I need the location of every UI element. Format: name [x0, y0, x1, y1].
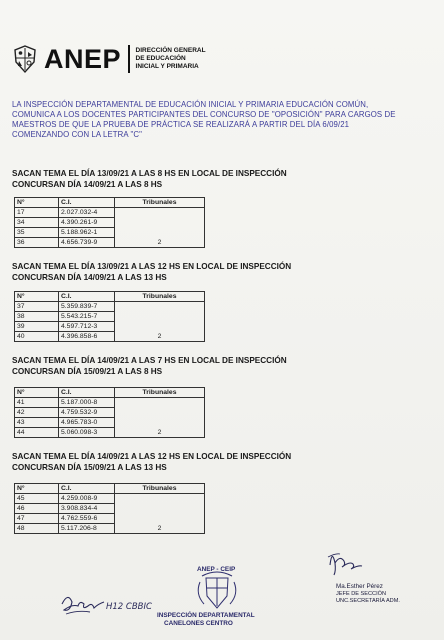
- header-tribunales: Tribunales: [115, 198, 205, 208]
- org-line: DIRECCIÓN GENERAL: [135, 47, 206, 54]
- header-num: N°: [15, 388, 59, 398]
- header-num: N°: [15, 198, 59, 208]
- header-num: N°: [15, 484, 59, 494]
- section-topic-line: SACAN TEMA EL DÍA 14/09/21 A LAS 7 HS EN LOCAL DE INSPECCIÓN: [12, 356, 287, 365]
- intro-line: MAESTROS DE QUE LA PRUEBA DE PRÁCTICA SE REALIZARÁ A PARTIR DEL DÍA 6/09/21: [12, 120, 350, 129]
- cell-ci: 5.060.098-3: [59, 428, 115, 438]
- cell-num: 41: [15, 398, 59, 408]
- org-name: [136, 47, 206, 71]
- section-contest-line: CONCURSAN DÍA 15/09/21 A LAS 8 HS: [12, 367, 163, 376]
- candidates-table-2: [14, 291, 205, 342]
- cell-ci: 5.188.962-1: [59, 228, 115, 238]
- cell-num: 47: [15, 514, 59, 524]
- cell-ci: 4.656.739-9: [59, 238, 115, 248]
- table-header-row: [15, 292, 205, 302]
- signer-role: [336, 591, 400, 604]
- cell-num: 43: [15, 418, 59, 428]
- cell-num: 39: [15, 322, 59, 332]
- handwritten-note: H12 CBBIC: [106, 602, 152, 612]
- cell-num: 46: [15, 504, 59, 514]
- cell-tribunal: 2: [115, 494, 205, 534]
- table-header-row: [15, 198, 205, 208]
- org-line: DE EDUCACIÓN: [135, 55, 186, 62]
- cell-ci: 4.390.261-9: [59, 218, 115, 228]
- coat-of-arms-icon: [12, 44, 38, 74]
- header-num: N°: [15, 292, 59, 302]
- cell-num: 37: [15, 302, 59, 312]
- header-ci: C.I.: [59, 388, 115, 398]
- candidates-table-3: [14, 387, 205, 438]
- stamp-line: CANELONES CENTRO: [164, 620, 233, 627]
- anep-logo: [12, 44, 206, 74]
- cell-ci: 5.187.000-8: [59, 398, 115, 408]
- table-header-row: [15, 484, 205, 494]
- section-heading: [12, 168, 432, 190]
- intro-line: LA INSPECCIÓN DEPARTAMENTAL DE EDUCACIÓN INICIAL Y PRIMARIA EDUCACIÓN COMÚN,: [12, 100, 369, 109]
- schedule-section-3: [12, 355, 432, 377]
- cell-ci: 4.762.559-6: [59, 514, 115, 524]
- schedule-section-2: [12, 261, 432, 283]
- handwritten-signature-right: [326, 545, 366, 579]
- header-ci: C.I.: [59, 484, 115, 494]
- logo-divider: [128, 45, 130, 73]
- handwritten-signature-left: [58, 590, 108, 620]
- candidates-table-1: [14, 197, 205, 248]
- cell-ci: 4.396.858-6: [59, 332, 115, 342]
- cell-ci: 2.027.032-4: [59, 208, 115, 218]
- section-heading: [12, 355, 432, 377]
- stamp-title: ANEP - CEIP: [197, 566, 236, 573]
- org-line: INICIAL Y PRIMARIA: [135, 63, 199, 70]
- signer-name: Ma.Esther Pérez: [336, 583, 383, 590]
- table-row: [15, 494, 205, 504]
- cell-num: 42: [15, 408, 59, 418]
- section-contest-line: CONCURSAN DÍA 14/09/21 A LAS 13 HS: [12, 273, 167, 282]
- section-contest-line: CONCURSAN DÍA 15/09/21 A LAS 13 HS: [12, 463, 167, 472]
- section-topic-line: SACAN TEMA EL DÍA 14/09/21 A LAS 12 HS EN LOCAL DE INSPECCIÓN: [12, 452, 292, 461]
- intro-line: COMENZANDO CON LA LETRA "C": [12, 130, 142, 139]
- cell-num: 40: [15, 332, 59, 342]
- schedule-section-1: [12, 168, 432, 190]
- header-ci: C.I.: [59, 198, 115, 208]
- table-row: [15, 302, 205, 312]
- cell-ci: 5.117.206-8: [59, 524, 115, 534]
- cell-num: 35: [15, 228, 59, 238]
- signature-block-right: [326, 545, 400, 604]
- stamp-line: INSPECCIÓN DEPARTAMENTAL: [157, 612, 255, 619]
- cell-num: 36: [15, 238, 59, 248]
- candidates-table-4: [14, 483, 205, 534]
- intro-line: COMUNICA A LOS DOCENTES PARTICIPANTES DEL CONCURSO DE "OPOSICIÓN" PARA CARGOS DE: [12, 110, 396, 119]
- cell-ci: 5.359.839-7: [59, 302, 115, 312]
- table-header-row: [15, 388, 205, 398]
- section-heading: [12, 451, 432, 473]
- cell-num: 34: [15, 218, 59, 228]
- cell-num: 45: [15, 494, 59, 504]
- table-row: [15, 398, 205, 408]
- table-row: [15, 208, 205, 218]
- cell-ci: 4.965.783-0: [59, 418, 115, 428]
- cell-num: 17: [15, 208, 59, 218]
- cell-ci: 4.597.712-3: [59, 322, 115, 332]
- cell-tribunal: 2: [115, 208, 205, 248]
- brand-name: ANEP: [44, 43, 122, 74]
- cell-ci: 4.259.008-9: [59, 494, 115, 504]
- section-heading: [12, 261, 432, 283]
- header-tribunales: Tribunales: [115, 388, 205, 398]
- signer-role-line: JEFE DE SECCIÓN: [336, 591, 387, 597]
- header-tribunales: Tribunales: [115, 292, 205, 302]
- cell-tribunal: 2: [115, 398, 205, 438]
- section-topic-line: SACAN TEMA EL DÍA 13/09/21 A LAS 8 HS EN LOCAL DE INSPECCIÓN: [12, 169, 287, 178]
- header-ci: C.I.: [59, 292, 115, 302]
- section-topic-line: SACAN TEMA EL DÍA 13/09/21 A LAS 12 HS EN LOCAL DE INSPECCIÓN: [12, 262, 292, 271]
- schedule-section-4: [12, 451, 432, 473]
- section-contest-line: CONCURSAN DÍA 14/09/21 A LAS 8 HS: [12, 180, 163, 189]
- cell-num: 48: [15, 524, 59, 534]
- cell-ci: 3.908.834-4: [59, 504, 115, 514]
- cell-num: 44: [15, 428, 59, 438]
- cell-tribunal: 2: [115, 302, 205, 342]
- intro-paragraph: [12, 100, 432, 140]
- header-tribunales: Tribunales: [115, 484, 205, 494]
- cell-ci: 5.543.215-7: [59, 312, 115, 322]
- signer-role-line: UNC.SECRETARÍA ADM.: [336, 597, 400, 604]
- cell-ci: 4.759.532-9: [59, 408, 115, 418]
- cell-num: 38: [15, 312, 59, 322]
